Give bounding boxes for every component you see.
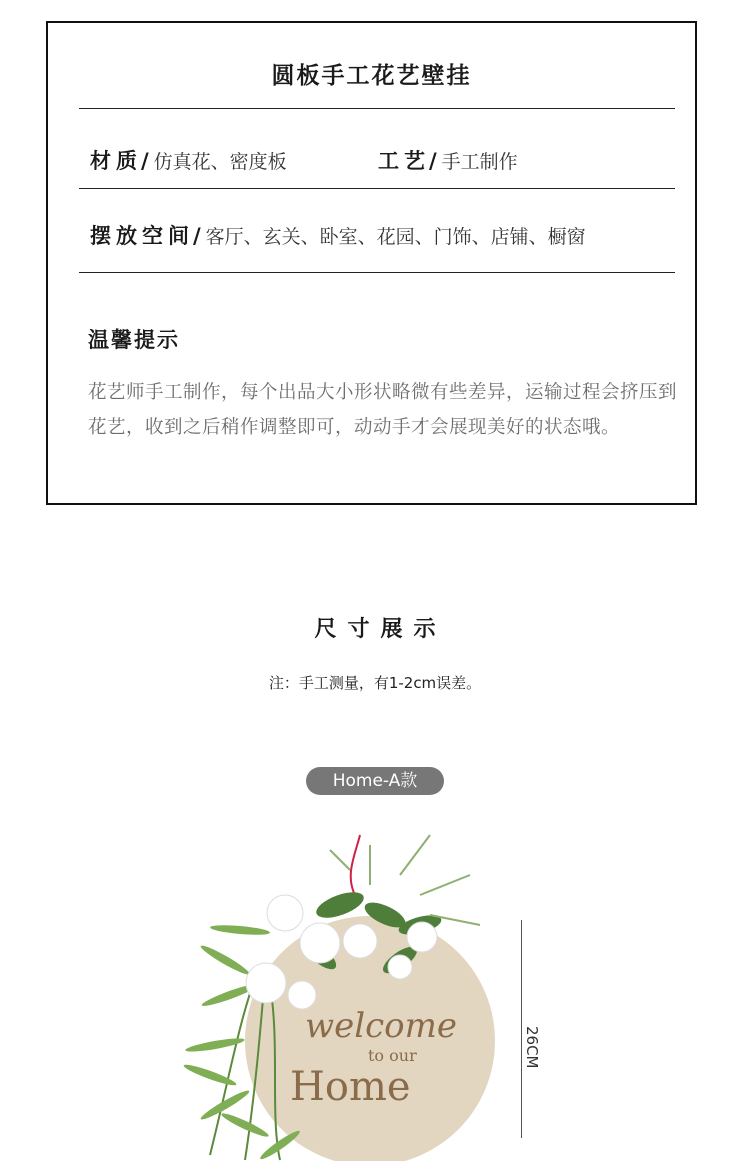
tips-title: 温馨提示 xyxy=(88,328,180,352)
material-value: 仿真花、密度板 xyxy=(153,151,287,173)
material-row xyxy=(90,145,287,175)
craft-label: 工艺 xyxy=(378,149,430,173)
dimension-label: 26CM xyxy=(523,1026,541,1069)
material-label: 材质 xyxy=(90,149,142,173)
divider xyxy=(79,272,675,273)
spec-box xyxy=(46,21,697,505)
board-text-to-our: to our xyxy=(368,1046,417,1065)
divider xyxy=(79,108,675,109)
craft-value: 手工制作 xyxy=(441,151,518,173)
separator: / xyxy=(141,149,149,173)
separator: / xyxy=(193,224,201,248)
board-text-welcome: welcome xyxy=(305,1006,457,1046)
space-label: 摆放空间 xyxy=(90,224,194,248)
craft-row xyxy=(378,145,518,175)
model-tag: Home-A款 xyxy=(306,767,444,795)
size-note: 注：手工测量，有1-2cm误差。 xyxy=(268,674,482,692)
product-image xyxy=(170,815,510,1161)
tips-text: 花艺师手工制作，每个出品大小形状略微有些差异，运输过程会挤压到花艺，收到之后稍作调整即可，动动手才会展现美好的状态哦。 xyxy=(88,382,678,438)
separator: / xyxy=(429,149,437,173)
dimension-line xyxy=(521,920,522,1138)
size-section-title: 尺寸展示 xyxy=(314,617,447,642)
divider xyxy=(79,188,675,189)
space-row xyxy=(90,220,586,250)
board-text-home: Home xyxy=(290,1064,411,1110)
space-value: 客厅、玄关、卧室、花园、门饰、店铺、橱窗 xyxy=(205,226,586,248)
product-title: 圆板手工花艺壁挂 xyxy=(271,63,472,89)
